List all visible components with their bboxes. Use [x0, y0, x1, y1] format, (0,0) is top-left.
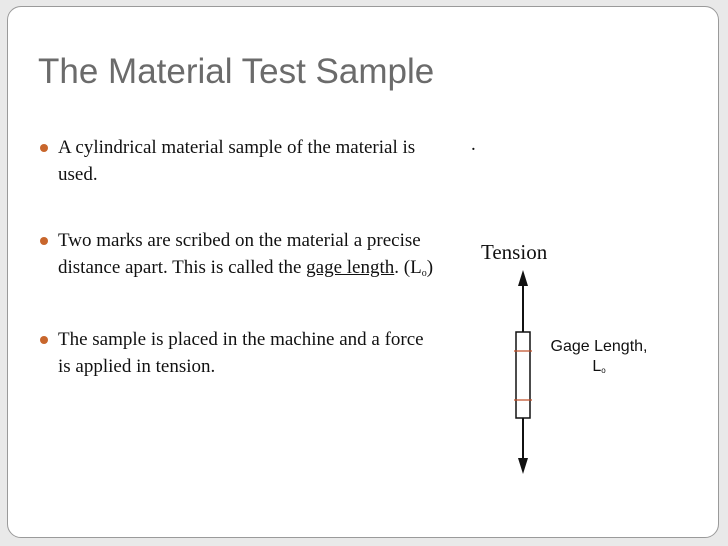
bullet-dot-icon — [40, 144, 48, 152]
bullet-dot-icon — [40, 237, 48, 245]
gage-symbol-subscript: o — [601, 366, 606, 375]
tension-label: Tension — [481, 240, 548, 264]
gage-length-symbol — [534, 357, 664, 381]
bullet-text: Two marks are scribed on the material a precise distance apart. This is called the — [58, 230, 421, 278]
bullet-text-post: . (L — [394, 257, 422, 278]
slide-title: The Material Test Sample — [38, 52, 435, 91]
bottom-arrowhead-icon — [518, 458, 528, 474]
bullet-item — [40, 227, 435, 287]
specimen-body — [516, 332, 530, 418]
gage-length-label — [534, 337, 664, 381]
gage-length-text: Gage Length, — [550, 338, 648, 355]
bullet-text: A cylindrical material sample of the material is used. — [58, 137, 416, 185]
bullet-item — [40, 134, 435, 188]
bullet-text-end: ) — [426, 257, 434, 278]
stray-period: . — [471, 134, 476, 155]
bullet-text: The sample is placed in the machine and a force is applied in tension. — [58, 329, 424, 377]
gage-symbol: L — [592, 358, 602, 375]
top-arrowhead-icon — [518, 270, 528, 286]
bullet-dot-icon — [40, 336, 48, 344]
subscript: o — [421, 268, 427, 279]
bullet-item — [40, 326, 435, 380]
bullet-list — [40, 134, 435, 419]
gage-length-term: gage length — [306, 257, 395, 278]
